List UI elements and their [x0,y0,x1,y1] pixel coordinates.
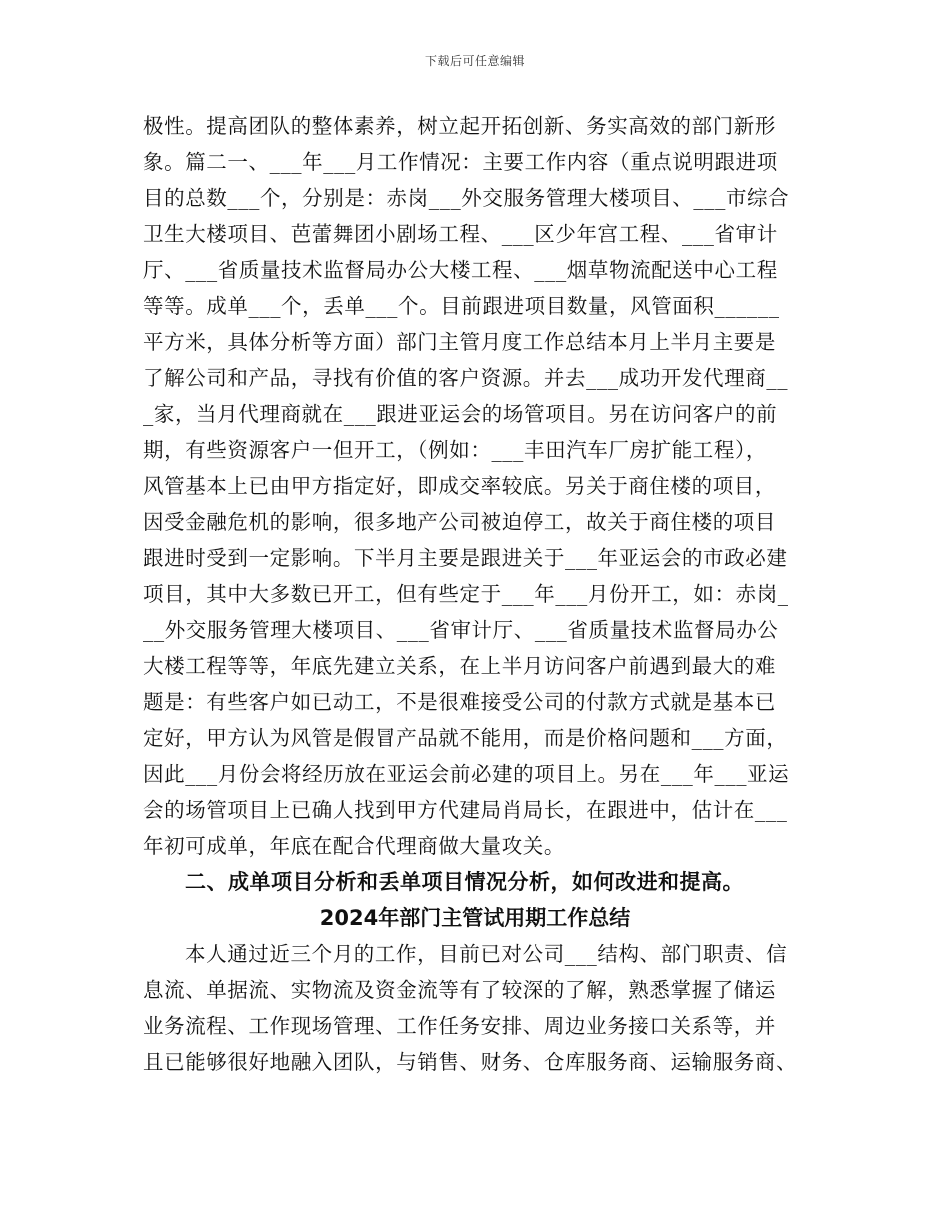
page-header-note: 下载后可任意编辑 [424,54,525,68]
text-line: 极性。提高团队的整体素养，树立起开拓创新、务实高效的部门新形 [143,114,776,138]
text-line: 定好，甲方认为风管是假冒产品就不能用，而是价格问题和___方面， [143,726,788,750]
text-line: 期，有些资源客户一但开工，（例如：___丰田汽车厂房扩能工程）， [143,438,767,462]
text-line: 厅、___省质量技术监督局办公大楼工程、___烟草物流配送中心工程 [143,258,778,282]
text-line: __外交服务管理大楼项目、___省审计厅、___省质量技术监督局办公 [143,618,779,642]
text-line: _家，当月代理商就在___跟进亚运会的场管项目。另在访问客户的前 [143,402,778,426]
text-line: 卫生大楼项目、芭蕾舞团小剧场工程、___区少年宫工程、___省审计 [143,222,778,246]
text-line: 息流、单据流、实物流及资金流等有了较深的了解，熟悉掌握了储运 [143,978,776,1002]
text-line: 了解公司和产品，寻找有价值的客户资源。并去___成功开发代理商__ [143,366,789,390]
text-line: 本人通过近三个月的工作，目前已对公司___结构、部门职责、信 [185,942,788,966]
text-line: 目的总数___个，分别是：赤岗___外交服务管理大楼项目、___市综合 [143,186,790,210]
text-line: 年初可成单，年底在配合代理商做大量攻关。 [143,834,565,858]
text-line: 跟进时受到一定影响。下半月主要是跟进关于___年亚运会的市政必建 [143,546,788,570]
section-heading: 二、成单项目分析和丢单项目情况分析，如何改进和提高。 [185,870,744,894]
text-line: 等等。成单___个，丢单___个。目前跟进项目数量，风管面积______ [143,294,780,318]
text-line: 题是：有些客户如已动工，不是很难接受公司的付款方式就是基本已 [143,690,776,714]
text-line: 平方米，具体分析等方面）部门主管月度工作总结本月上半月主要是 [143,330,776,354]
text-line: 因此___月份会将经历放在亚运会前必建的项目上。另在___年___亚运 [143,762,790,786]
text-line: 因受金融危机的影响，很多地产公司被迫停工，故关于商住楼的项目 [143,510,776,534]
text-line: 业务流程、工作现场管理、工作任务安排、周边业务接口关系等，并 [143,1014,776,1038]
text-line: 象。篇二一、___年___月工作情况：主要工作内容（重点说明跟进项 [143,150,778,174]
document-title: 2024年部门主管试用期工作总结 [319,906,631,930]
text-line: 项目，其中大多数已开工，但有些定于___年___月份开工，如：赤岗_ [143,582,789,606]
text-line: 且已能够很好地融入团队，与销售、财务、仓库服务商、运输服务商、 [143,1050,798,1074]
text-line: 会的场管项目上已确人找到甲方代建局肖局长，在跟进中，估计在___ [143,798,788,822]
text-line: 风管基本上已由甲方指定好，即成交率较底。另关于商住楼的项目， [143,474,776,498]
text-line: 大楼工程等等，年底先建立关系，在上半月访问客户前遇到最大的难 [143,654,776,678]
